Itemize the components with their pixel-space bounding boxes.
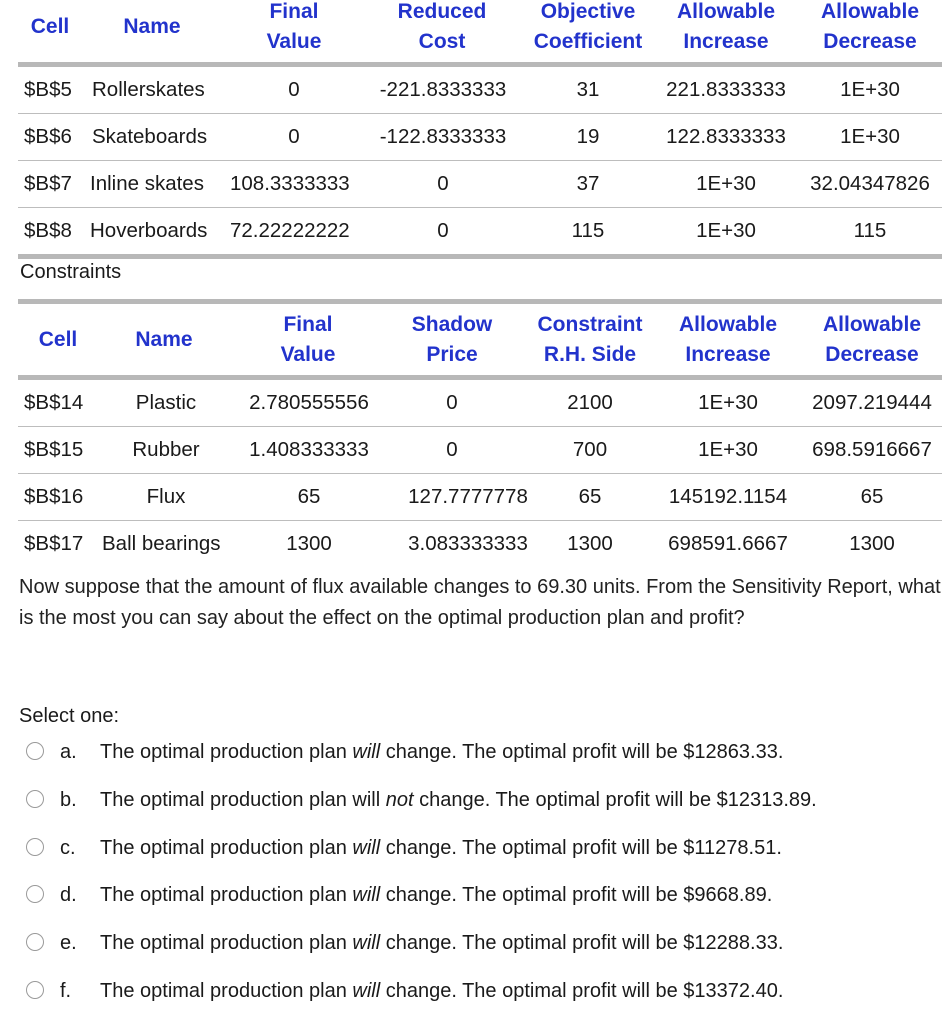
cell-name: Skateboards [92,125,208,148]
cell-allowable-increase: 122.8333333 [666,125,786,148]
select-one-label: Select one: [19,705,120,727]
cell-reduced-cost: 0 [437,172,449,195]
cell-name: Flux [146,485,186,508]
header-allowable-increase: Allowable Increase [678,313,778,366]
option-letter: d. [60,884,77,906]
constraints-header [18,313,942,375]
header-name: Name [135,328,193,351]
cell-final-value: 72.22222222 [230,219,350,242]
answer-option-b[interactable] [26,786,936,816]
cell-reduced-cost: -221.8333333 [379,78,507,101]
option-letter: b. [60,789,77,811]
answer-option-a[interactable] [26,738,936,768]
cell-name: Rollerskates [92,78,205,101]
cell-allowable-decrease: 1300 [849,532,895,555]
header-cell: Cell [38,328,78,351]
cell-ref: $B$17 [24,532,84,555]
cell-ref: $B$16 [24,485,84,508]
cell-name: Hoverboards [90,219,208,242]
cell-ref: $B$5 [24,78,72,101]
cell-ref: $B$8 [24,219,72,242]
header-final-value: Final Value [266,0,322,53]
option-text[interactable]: The optimal production plan will not change. The optimal profit will be $12313.89. [100,789,817,811]
cell-final-value: 65 [297,485,321,508]
table-row [18,67,942,114]
option-text[interactable]: The optimal production plan will change. The optimal profit will be $9668.89. [100,884,773,906]
header-allowable-increase: Allowable Increase [676,0,776,53]
header-shadow-price: Shadow Price [411,313,493,366]
table-row [18,427,942,474]
cell-final-value: 0 [288,78,300,101]
cell-ref: $B$15 [24,438,84,461]
header-final-value: Final Value [280,313,336,366]
constraints-top-divider [18,299,942,304]
header-constraint-rhs: Constraint R.H. Side [537,313,643,366]
cell-ref: $B$7 [24,172,72,195]
table-row [18,114,942,161]
cell-allowable-decrease: 1E+30 [840,78,900,101]
cell-final-value: 1.408333333 [249,438,369,461]
option-text[interactable]: The optimal production plan will change. The optimal profit will be $12863.33. [100,741,784,763]
answer-option-e[interactable] [26,929,936,959]
cell-allowable-decrease: 32.04347826 [810,172,930,195]
cell-shadow-price: 0 [446,391,458,414]
cell-constraint-rhs: 1300 [567,532,613,555]
variable-cells-header [18,0,942,62]
option-letter: a. [60,741,77,763]
cell-allowable-increase: 221.8333333 [666,78,786,101]
header-cell: Cell [30,15,70,38]
variable-cells-table [18,0,942,259]
constraints-label: Constraints [20,261,122,283]
option-text[interactable]: The optimal production plan will change. The optimal profit will be $13372.40. [100,980,784,1002]
option-letter: c. [60,837,76,859]
cell-objective-coefficient: 31 [576,78,600,101]
cell-final-value: 0 [288,125,300,148]
header-allowable-decrease: Allowable Decrease [820,0,920,53]
cell-allowable-decrease: 1E+30 [840,125,900,148]
cell-final-value: 1300 [286,532,332,555]
cell-name: Inline skates [90,172,204,195]
cell-shadow-price: 0 [446,438,458,461]
cell-name: Plastic [135,391,197,414]
cell-allowable-increase: 1E+30 [698,438,758,461]
cell-allowable-increase: 1E+30 [696,219,756,242]
option-letter: e. [60,932,77,954]
cell-final-value: 108.3333333 [230,172,350,195]
cell-allowable-increase: 1E+30 [696,172,756,195]
option-text[interactable]: The optimal production plan will change. The optimal profit will be $11278.51. [100,837,782,859]
radio-button[interactable] [26,933,44,951]
table-row [18,161,942,208]
cell-allowable-increase: 698591.6667 [668,532,788,555]
option-letter: f. [60,980,72,1002]
cell-allowable-decrease: 115 [853,219,887,242]
table-row [18,474,942,521]
table-row [18,380,942,427]
header-objective-coefficient: Objective Coefficient [533,0,643,53]
answer-option-c[interactable] [26,834,936,864]
radio-button[interactable] [26,790,44,808]
cell-reduced-cost: -122.8333333 [379,125,507,148]
table-bottom-divider [18,254,942,259]
constraints-table [18,313,942,567]
cell-ref: $B$6 [24,125,72,148]
option-text[interactable]: The optimal production plan will change. The optimal profit will be $12288.33. [100,932,784,954]
cell-allowable-decrease: 65 [860,485,884,508]
answer-option-f[interactable] [26,977,936,1007]
radio-button[interactable] [26,981,44,999]
table-row [18,521,942,567]
cell-allowable-decrease: 2097.219444 [812,391,932,414]
radio-button[interactable] [26,838,44,856]
cell-allowable-decrease: 698.5916667 [812,438,932,461]
radio-button[interactable] [26,742,44,760]
cell-objective-coefficient: 19 [576,125,600,148]
question-text: Now suppose that the amount of flux available changes to 69.30 units. From the Sensitivity Report, what is the most you can say about the effect on the optimal production plan and profit? [19,576,941,629]
cell-constraint-rhs: 700 [572,438,608,461]
cell-ref: $B$14 [24,391,84,414]
cell-allowable-increase: 145192.1154 [668,485,788,508]
header-allowable-decrease: Allowable Decrease [822,313,922,366]
cell-name: Rubber [132,438,200,461]
cell-name: Ball bearings [102,532,221,555]
header-reduced-cost: Reduced Cost [397,0,487,53]
header-name: Name [123,15,181,38]
cell-shadow-price: 127.7777778 [408,485,528,508]
cell-constraint-rhs: 2100 [567,391,613,414]
radio-button[interactable] [26,885,44,903]
cell-constraint-rhs: 65 [578,485,602,508]
answer-option-d[interactable] [26,881,936,911]
cell-objective-coefficient: 37 [576,172,600,195]
cell-shadow-price: 3.083333333 [408,532,528,555]
table-row [18,208,942,254]
cell-reduced-cost: 0 [437,219,449,242]
cell-allowable-increase: 1E+30 [698,391,758,414]
cell-objective-coefficient: 115 [571,219,605,242]
cell-final-value: 2.780555556 [249,391,369,414]
